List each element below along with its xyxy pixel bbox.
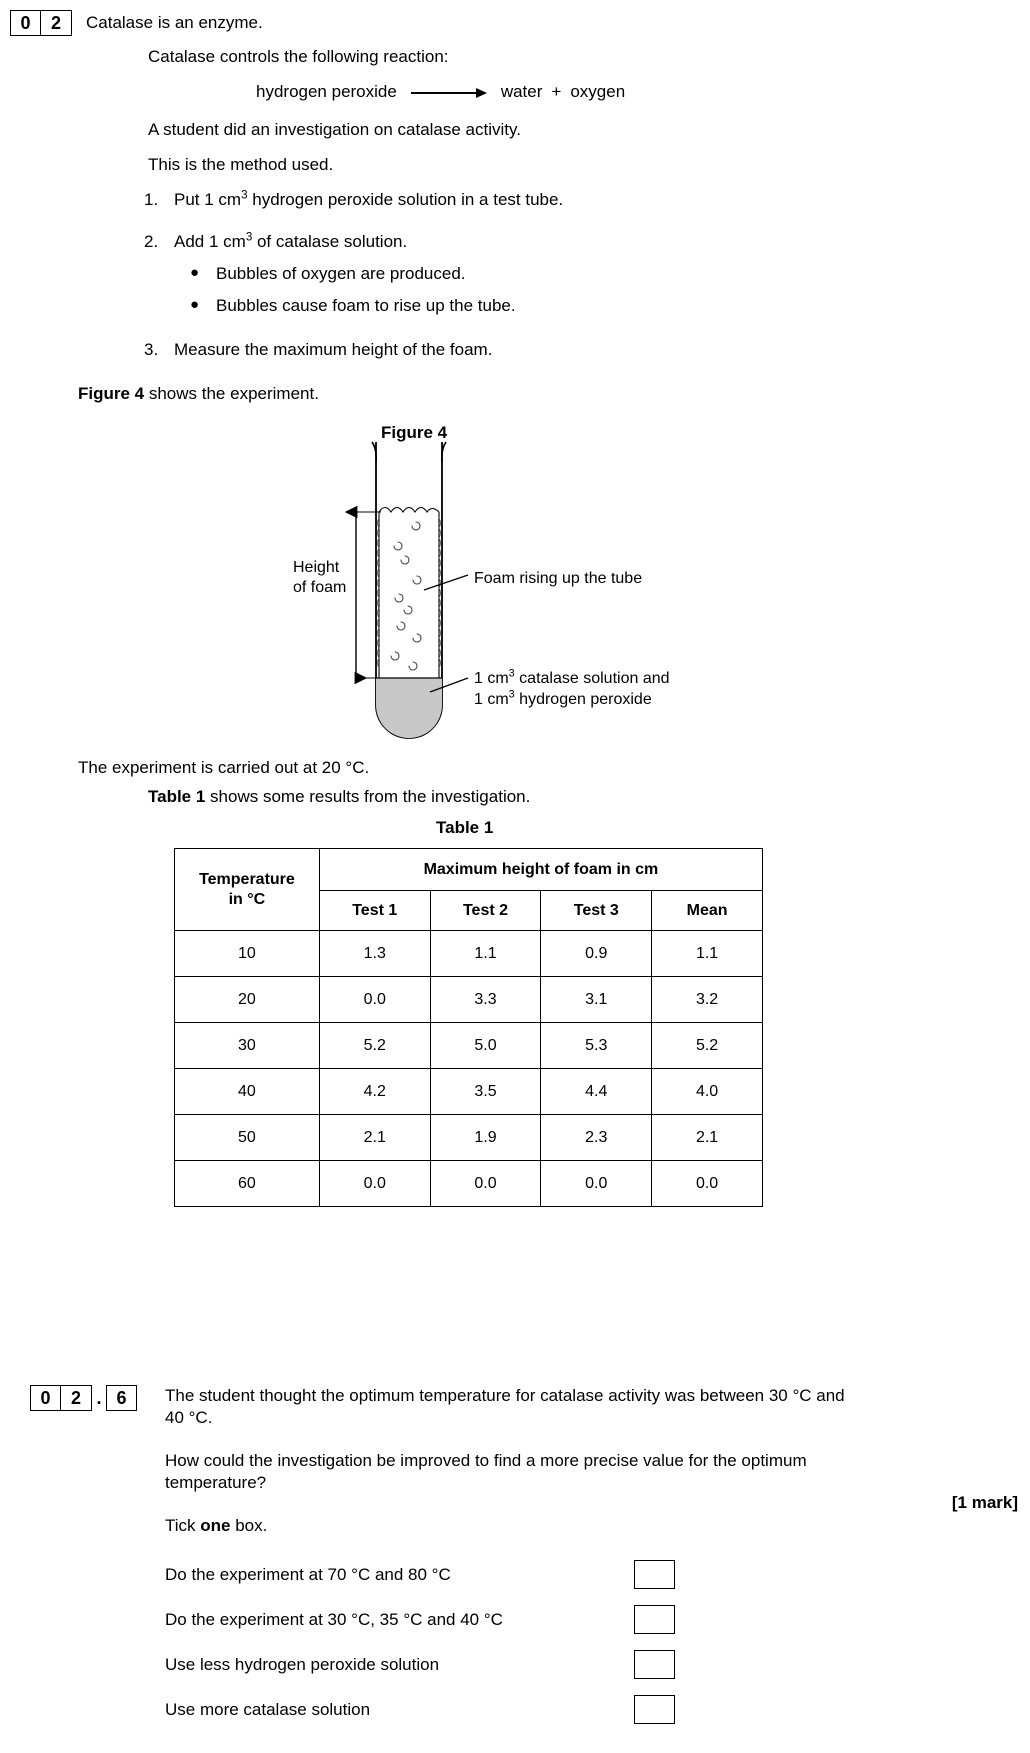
method-step-2-text	[174, 232, 407, 252]
cell-test2: 1.9	[430, 1115, 541, 1161]
header-temperature-line1: Temperature	[199, 870, 295, 888]
cell-mean: 5.2	[652, 1023, 763, 1069]
cell-mean: 4.0	[652, 1069, 763, 1115]
cell-mean: 3.2	[652, 977, 763, 1023]
cell-temperature: 20	[175, 977, 320, 1023]
solution-line1-before: 1 cm	[474, 670, 509, 687]
figure-intro	[78, 384, 319, 404]
table-row	[175, 1161, 763, 1207]
figure-label-foam-rising: Foam rising up the tube	[474, 570, 643, 587]
sub-question-digit-2: 2	[61, 1385, 92, 1411]
equation-plus: +	[551, 82, 562, 101]
cell-test1: 2.1	[319, 1115, 430, 1161]
cell-test3: 5.3	[541, 1023, 652, 1069]
tick-checkbox[interactable]	[634, 1605, 675, 1634]
figure-intro-bold: Figure 4	[78, 384, 145, 403]
header-mean: Mean	[652, 891, 763, 931]
tick-option-row[interactable]	[165, 1687, 675, 1732]
figure-label-solution	[474, 668, 670, 710]
sub-question-dot: .	[96, 1388, 102, 1408]
sub-question-number	[30, 1385, 137, 1411]
method-step-2-superscript: 3	[245, 231, 253, 244]
cell-test1: 0.0	[319, 1161, 430, 1207]
cell-test3: 4.4	[541, 1069, 652, 1115]
header-max-height-group: Maximum height of foam in cm	[319, 849, 762, 891]
figure-label-height-line2: of foam	[293, 579, 347, 596]
method-step-2-number: 2.	[144, 232, 159, 251]
cell-test3: 0.9	[541, 931, 652, 977]
bullet-dot-icon: ●	[190, 296, 200, 313]
tick-options-list	[165, 1552, 675, 1732]
bullet-dot-icon: ●	[190, 264, 200, 281]
cell-test2: 3.5	[430, 1069, 541, 1115]
method-list	[144, 190, 844, 360]
tick-instruction-bold: one	[200, 1516, 231, 1535]
table-intro-bold: Table 1	[148, 787, 206, 806]
header-test-1: Test 1	[319, 891, 430, 931]
marks-label: [1 mark]	[951, 1493, 1018, 1512]
figure-4	[0, 420, 1030, 750]
tick-instruction	[165, 1515, 865, 1537]
line-student-investigation: A student did an investigation on catalase activity.	[148, 120, 521, 139]
table-row	[175, 1115, 763, 1161]
figure-label-height-of-foam	[293, 558, 346, 598]
solution-line1-after: catalase solution and	[514, 670, 670, 687]
cell-test1: 5.2	[319, 1023, 430, 1069]
question-digit-1: 0	[10, 10, 41, 36]
tick-checkbox[interactable]	[634, 1560, 675, 1589]
solution-line2-superscript: 3	[508, 688, 515, 701]
line-experiment-temperature: The experiment is carried out at 20 °C.	[78, 758, 370, 777]
table-row	[175, 1069, 763, 1115]
method-step-1-number: 1.	[144, 190, 159, 209]
question-header	[10, 10, 263, 36]
cell-temperature: 40	[175, 1069, 320, 1115]
results-table	[174, 848, 763, 1207]
method-step-2-text-after: of catalase solution.	[252, 232, 408, 251]
sub-question-para-2: How could the investigation be improved to find a more precise value for the optimum temperature?	[165, 1451, 807, 1492]
method-step-1	[144, 190, 844, 210]
figure-label-solution-line1	[474, 668, 670, 689]
table-row	[175, 931, 763, 977]
table-row	[175, 1023, 763, 1069]
cell-test2: 1.1	[430, 931, 541, 977]
sub-question-sub-digit: 6	[106, 1385, 137, 1411]
tick-option-label: Do the experiment at 70 °C and 80 °C	[165, 1564, 451, 1584]
cell-test2: 5.0	[430, 1023, 541, 1069]
solution-line2-after: hydrogen peroxide	[514, 691, 652, 708]
cell-test3: 0.0	[541, 1161, 652, 1207]
line-table-intro	[148, 787, 530, 807]
cell-test2: 0.0	[430, 1161, 541, 1207]
cell-temperature: 60	[175, 1161, 320, 1207]
bullet-item	[190, 264, 844, 284]
method-bullet-list	[190, 264, 844, 316]
header-temperature-line2: in °C	[228, 890, 266, 908]
header-test-3: Test 3	[541, 891, 652, 931]
cell-mean: 0.0	[652, 1161, 763, 1207]
question-digit-2: 2	[41, 10, 72, 36]
question-number	[10, 10, 72, 36]
method-step-2-text-before: Add 1 cm	[174, 232, 246, 251]
line-controls-reaction: Catalase controls the following reaction:	[148, 47, 449, 66]
right-arrow-icon	[411, 87, 487, 97]
figure-label-height-line1: Height	[293, 559, 340, 576]
tick-option-row[interactable]	[165, 1642, 675, 1687]
equation-reactant: hydrogen peroxide	[256, 82, 397, 101]
figure-intro-rest: shows the experiment.	[144, 384, 319, 403]
tick-instruction-after: box.	[230, 1516, 268, 1535]
table-intro-rest: shows some results from the investigation.	[205, 787, 531, 806]
cell-test1: 1.3	[319, 931, 430, 977]
cell-test1: 0.0	[319, 977, 430, 1023]
equation-product-1: water	[500, 82, 543, 101]
tick-checkbox[interactable]	[634, 1650, 675, 1679]
sub-question-digit-1: 0	[30, 1385, 61, 1411]
cell-test2: 3.3	[430, 977, 541, 1023]
method-step-3-number: 3.	[144, 340, 159, 359]
solution-line1-superscript: 3	[508, 667, 515, 680]
cell-test3: 2.3	[541, 1115, 652, 1161]
cell-mean: 2.1	[652, 1115, 763, 1161]
cell-test1: 4.2	[319, 1069, 430, 1115]
solution-line2-before: 1 cm	[474, 691, 509, 708]
figure-4-title: Figure 4	[381, 423, 448, 442]
tick-option-label: Use more catalase solution	[165, 1699, 371, 1719]
method-step-3-text: Measure the maximum height of the foam.	[174, 340, 493, 359]
method-step-1-text-before: Put 1 cm	[174, 190, 242, 209]
tick-instruction-before: Tick	[165, 1516, 201, 1535]
table-header-row-1	[175, 849, 763, 891]
cell-temperature: 30	[175, 1023, 320, 1069]
method-step-3	[144, 340, 844, 360]
header-test-2: Test 2	[430, 891, 541, 931]
cell-mean: 1.1	[652, 931, 763, 977]
figure-label-solution-line2	[474, 689, 670, 710]
tick-checkbox[interactable]	[634, 1695, 675, 1724]
table-row	[175, 977, 763, 1023]
method-step-1-text	[174, 190, 563, 210]
method-step-2	[144, 232, 844, 252]
line-method-used: This is the method used.	[148, 155, 334, 174]
header-temperature	[175, 849, 320, 931]
tick-option-row[interactable]	[165, 1552, 675, 1597]
question-intro-text: Catalase is an enzyme.	[86, 13, 263, 32]
reaction-equation	[256, 82, 625, 102]
tick-option-row[interactable]	[165, 1597, 675, 1642]
sub-question-para-1: The student thought the optimum temperature for catalase activity was between 30 °C and 40 °C.	[165, 1386, 845, 1427]
cell-temperature: 10	[175, 931, 320, 977]
cell-test3: 3.1	[541, 977, 652, 1023]
equation-product-2: oxygen	[570, 82, 626, 101]
cell-temperature: 50	[175, 1115, 320, 1161]
method-step-1-superscript: 3	[241, 189, 248, 202]
tick-option-label: Do the experiment at 30 °C, 35 °C and 40 °C	[165, 1609, 503, 1629]
tick-option-label: Use less hydrogen peroxide solution	[165, 1654, 440, 1674]
bullet-item	[190, 296, 844, 316]
bullet-text: Bubbles of oxygen are produced.	[216, 264, 466, 283]
method-step-1-text-after: hydrogen peroxide solution in a test tube.	[247, 190, 564, 209]
table-1-title: Table 1	[436, 818, 494, 837]
bullet-text: Bubbles cause foam to rise up the tube.	[216, 296, 516, 315]
sub-question-body	[165, 1385, 865, 1558]
